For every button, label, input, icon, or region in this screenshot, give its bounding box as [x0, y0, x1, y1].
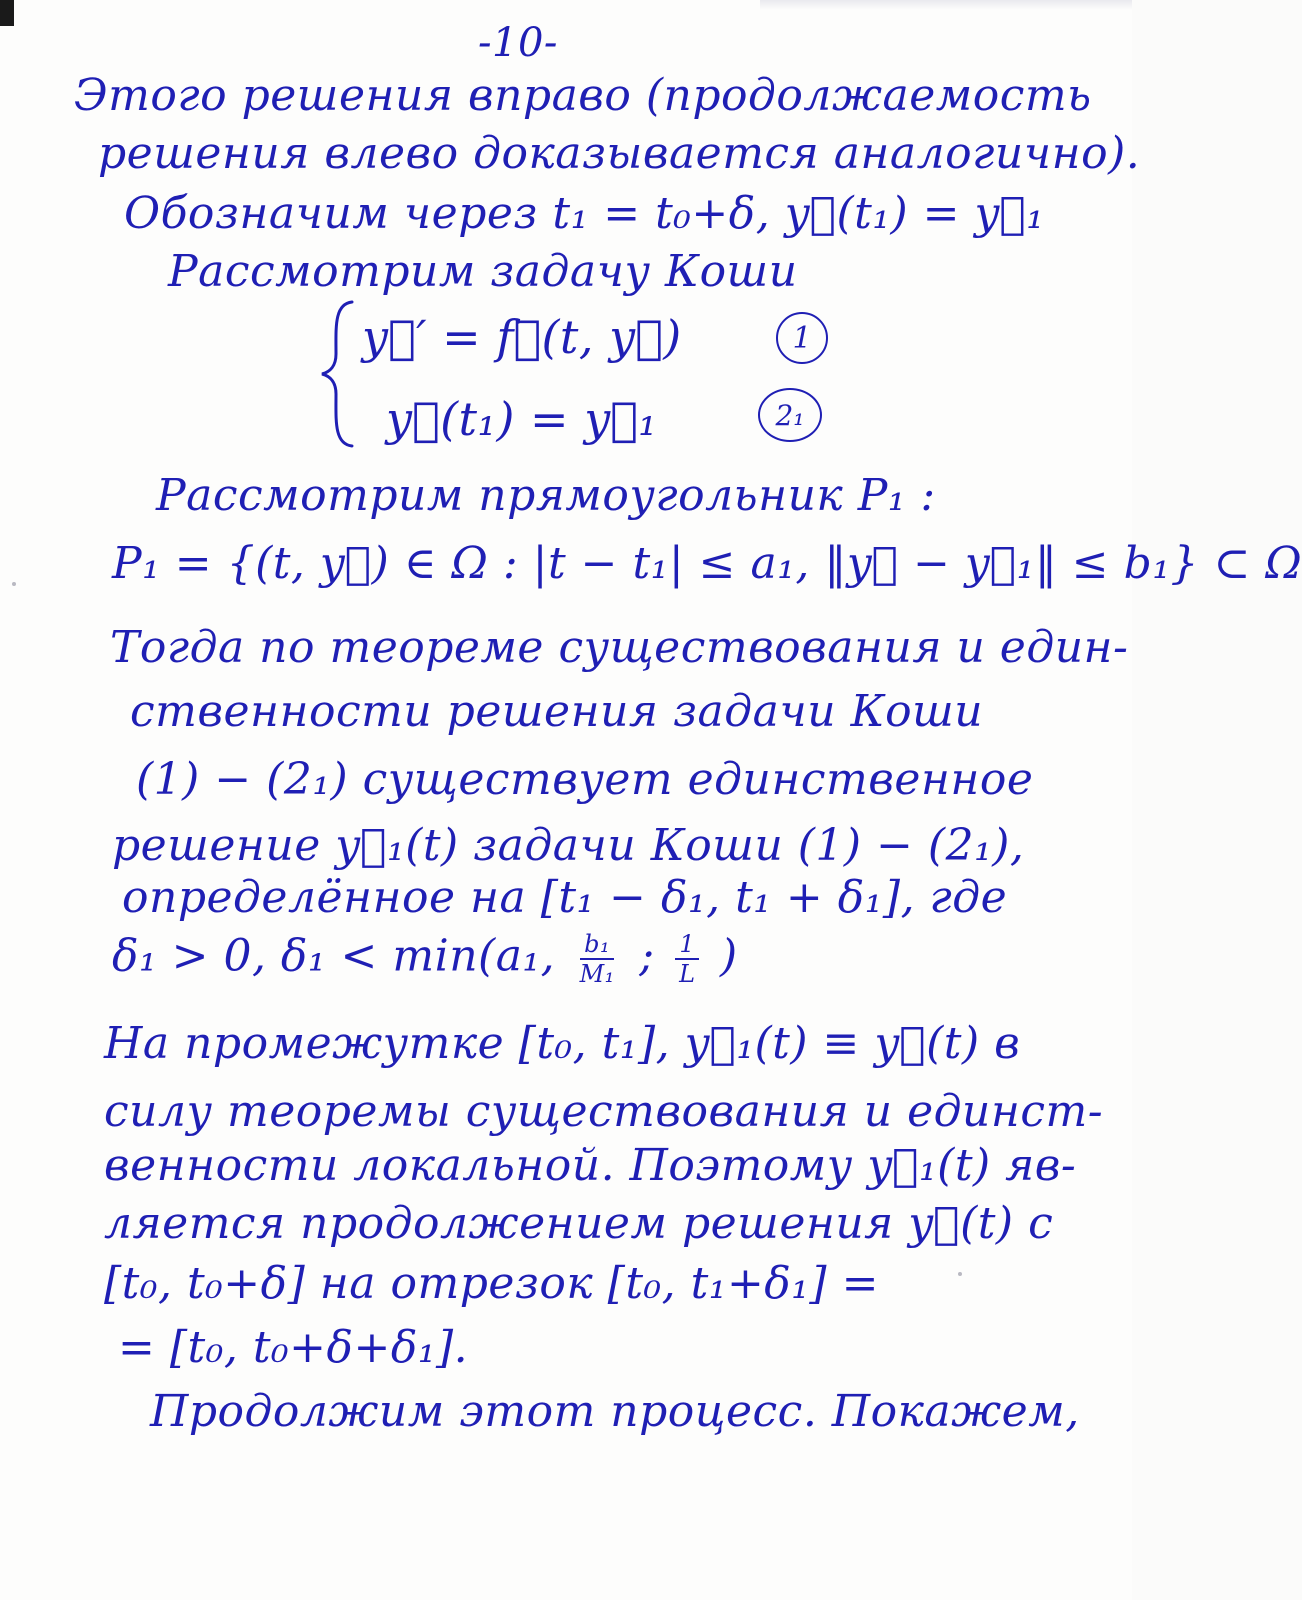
text-line-1: Этого решения вправо (продолжаемость — [74, 70, 1092, 121]
text-line-9: (1) − (2₁) существует единственное — [136, 754, 1034, 805]
text-line-15: венности локальной. Поэтому y⃗₁(t) яв- — [104, 1140, 1077, 1191]
delta-condition-start: δ₁ > 0, δ₁ < min(a₁, — [112, 930, 556, 982]
text-line-17: [t₀, t₀+δ] на отрезок [t₀, t₁+δ₁] = — [104, 1258, 879, 1309]
paper-speck — [12, 582, 16, 586]
text-line-18: = [t₀, t₀+δ+δ₁]. — [118, 1322, 469, 1373]
text-line-11: определённое на [t₁ − δ₁, t₁ + δ₁], где — [122, 872, 1008, 923]
fraction-numerator: 1 — [675, 930, 699, 960]
fraction-denominator: L — [679, 960, 696, 988]
text-line-8: ственности решения задачи Коши — [130, 686, 984, 737]
text-line-3: Обозначим через t₁ = t₀+δ, y⃗(t₁) = y⃗₁ — [124, 188, 1045, 239]
text-line-16: ляется продолжением решения y⃗(t) с — [104, 1198, 1054, 1249]
equation-ode: y⃗′ = f⃗(t, y⃗) — [362, 310, 682, 364]
fraction-1-over-l — [675, 930, 699, 988]
text-line-19: Продолжим этот процесс. Покажем, — [150, 1386, 1080, 1437]
fraction-numerator: b₁ — [580, 930, 614, 960]
equation-label-2: 2₁ — [758, 388, 822, 442]
paper-speck — [958, 1272, 962, 1276]
page-number: -10- — [478, 20, 558, 66]
equation-label-1: 1 — [776, 312, 828, 364]
scan-edge-shadow — [760, 0, 1132, 10]
fraction-b1-over-m1 — [576, 930, 619, 988]
text-line-7: Тогда по теореме существования и един- — [110, 622, 1129, 673]
text-line-14: силу теоремы существования и единст- — [104, 1086, 1104, 1137]
text-line-4: Рассмотрим задачу Коши — [168, 246, 798, 297]
fraction-separator: ; — [639, 930, 655, 982]
text-line-5: Рассмотрим прямоугольник P₁ : — [156, 470, 936, 521]
scan-corner-mark — [0, 0, 14, 26]
fraction-denominator: M₁ — [579, 960, 615, 988]
equation-initial-condition: y⃗(t₁) = y⃗₁ — [386, 392, 658, 446]
set-definition: P₁ = {(t, y⃗) ∈ Ω : |t − t₁| ≤ a₁, ‖y⃗ − y⃗₁‖ ≤ b₁} ⊂ Ω — [112, 538, 1302, 589]
system-brace — [318, 298, 358, 450]
text-line-10: решение y⃗₁(t) задачи Коши (1) − (2₁), — [112, 820, 1025, 871]
delta-condition-end: ) — [720, 930, 738, 982]
text-line-13: На промежутке [t₀, t₁], y⃗₁(t) ≡ y⃗(t) в — [104, 1018, 1021, 1069]
delta-condition — [112, 930, 738, 988]
text-line-2: решения влево доказывается аналогично). — [98, 128, 1141, 179]
